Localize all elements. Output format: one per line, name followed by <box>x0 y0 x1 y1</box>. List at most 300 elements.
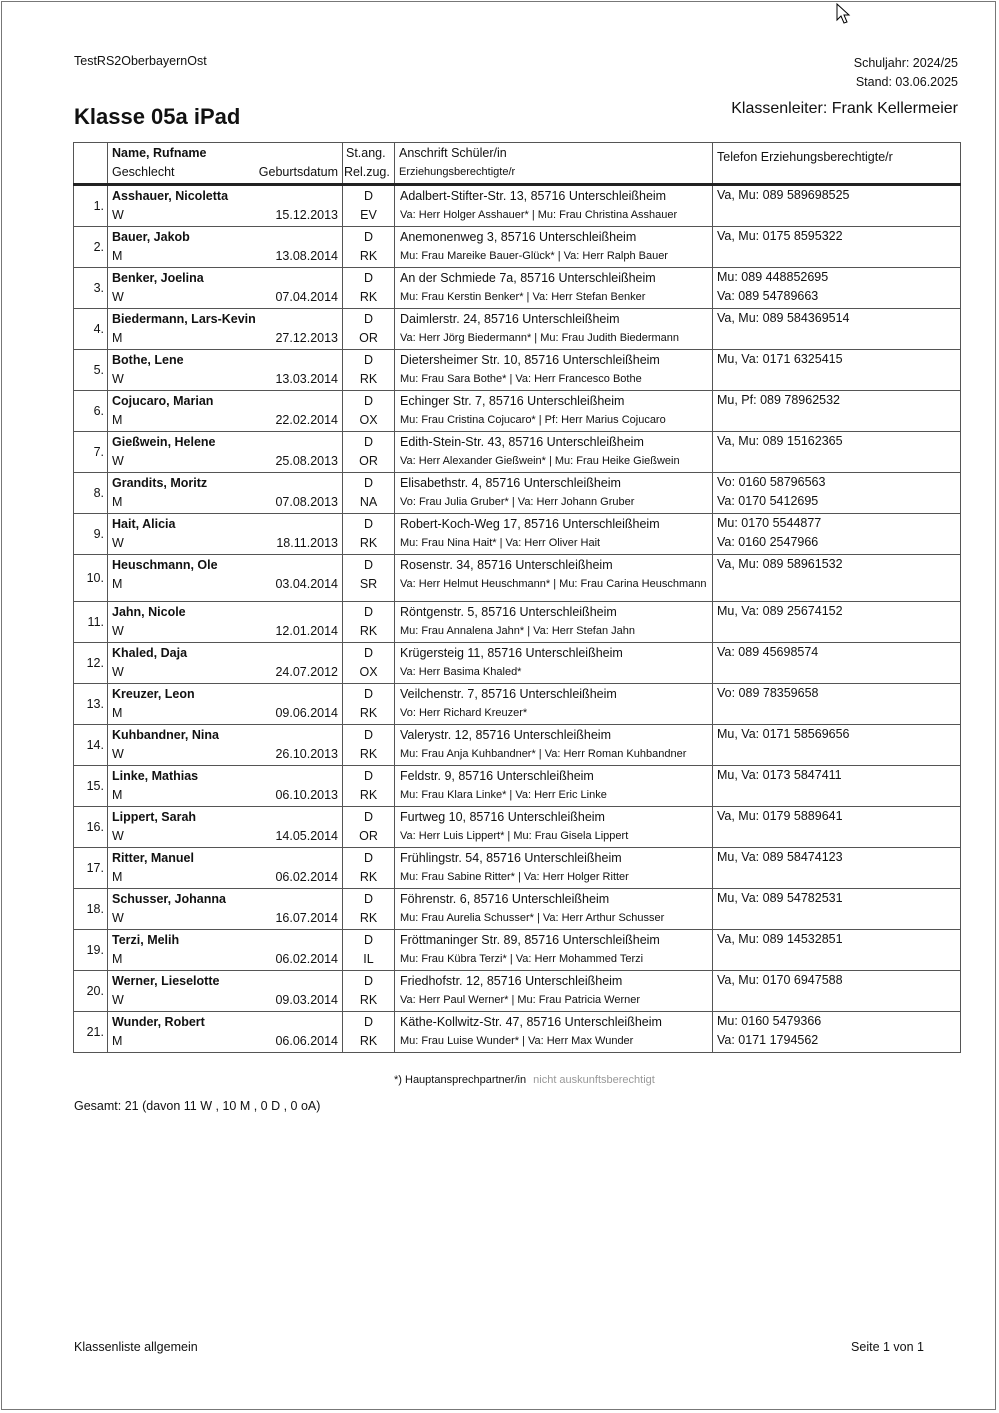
address-cell <box>395 1012 713 1053</box>
guardians: Mu: Frau Sara Bothe* | Va: Herr Francesco Bothe <box>400 373 642 385</box>
student-cell <box>108 848 343 889</box>
student-gender: M <box>112 870 123 884</box>
student-cell <box>108 889 343 930</box>
guardians: Mu: Frau Anja Kuhbandner* | Va: Herr Roman Kuhbandner <box>400 748 687 760</box>
student-birthdate: 22.02.2014 <box>275 413 338 427</box>
student-religion: RK <box>359 747 378 761</box>
student-cell <box>108 930 343 971</box>
nat-rel-cell <box>343 514 395 555</box>
student-birthdate: 07.04.2014 <box>275 290 338 304</box>
student-gender: W <box>112 993 124 1007</box>
row-number: 5. <box>74 350 108 391</box>
phone-secondary: Va: 0171 1794562 <box>717 1033 819 1047</box>
address-cell <box>395 227 713 268</box>
student-nationality: D <box>363 1015 374 1029</box>
header-nationality-religion: St.ang. Rel.zug. <box>343 143 395 185</box>
student-birthdate: 24.07.2012 <box>275 665 338 679</box>
student-nationality: D <box>363 435 374 449</box>
student-gender: M <box>112 952 123 966</box>
student-gender: W <box>112 665 124 679</box>
student-religion: RK <box>359 372 378 386</box>
student-birthdate: 15.12.2013 <box>275 208 338 222</box>
class-list-table <box>73 142 961 1053</box>
guardians: Va: Herr Paul Werner* | Mu: Frau Patricia Werner <box>400 994 641 1006</box>
phone-cell <box>713 1012 961 1053</box>
page-title: Klasse 05a iPad <box>74 104 241 129</box>
header-gender: Geschlecht <box>112 165 175 179</box>
row-number: 3. <box>74 268 108 309</box>
phone-cell <box>713 514 961 555</box>
nat-rel-cell <box>343 807 395 848</box>
student-name: Heuschmann, Ole <box>112 558 218 572</box>
table-row <box>74 391 961 432</box>
student-name: Asshauer, Nicoletta <box>112 189 229 203</box>
address-cell <box>395 350 713 391</box>
student-nationality: D <box>363 974 374 988</box>
phone-primary: Mu, Pf: 089 78962532 <box>717 393 841 407</box>
nat-rel-cell <box>343 227 395 268</box>
nat-rel-cell <box>343 848 395 889</box>
student-gender: W <box>112 829 124 843</box>
nat-rel-cell <box>343 555 395 602</box>
student-name: Terzi, Melih <box>112 933 180 947</box>
table-row <box>74 602 961 643</box>
student-nationality: D <box>363 851 374 865</box>
student-name: Khaled, Daja <box>112 646 188 660</box>
student-nationality: D <box>363 687 374 701</box>
student-cell <box>108 971 343 1012</box>
student-name: Cojucaro, Marian <box>112 394 214 408</box>
phone-cell <box>713 848 961 889</box>
phone-primary: Va, Mu: 089 15162365 <box>717 434 843 448</box>
student-address: Feldstr. 9, 85716 Unterschleißheim <box>400 769 594 783</box>
class-teacher: Klassenleiter: Frank Kellermeier <box>731 100 958 117</box>
guardians: Vo: Herr Richard Kreuzer* <box>400 707 528 719</box>
phone-secondary <box>717 574 960 593</box>
student-religion: RK <box>359 911 378 925</box>
student-name: Gießwein, Helene <box>112 435 216 449</box>
phone-secondary: Va: 0160 2547966 <box>717 535 819 549</box>
table-row <box>74 725 961 766</box>
student-cell <box>108 643 343 684</box>
student-nationality: D <box>363 476 374 490</box>
student-nationality: D <box>363 394 374 408</box>
student-name: Lippert, Sarah <box>112 810 197 824</box>
student-religion: OX <box>359 413 378 427</box>
phone-primary: Va, Mu: 0179 5889641 <box>717 809 843 823</box>
student-cell <box>108 473 343 514</box>
student-cell <box>108 766 343 807</box>
student-gender: W <box>112 454 124 468</box>
phone-primary: Mu, Va: 0171 58569656 <box>717 727 850 741</box>
phone-cell <box>713 350 961 391</box>
student-name: Kuhbandner, Nina <box>112 728 219 742</box>
row-number: 13. <box>74 684 108 725</box>
student-address: Rosenstr. 34, 85716 Unterschleißheim <box>400 558 613 572</box>
nat-rel-cell <box>343 391 395 432</box>
student-name: Jahn, Nicole <box>112 605 186 619</box>
student-name: Ritter, Manuel <box>112 851 194 865</box>
address-cell <box>395 602 713 643</box>
student-address: Fröttmaninger Str. 89, 85716 Unterschleißheim <box>400 933 660 947</box>
phone-cell <box>713 971 961 1012</box>
row-number: 10. <box>74 555 108 602</box>
table-row <box>74 766 961 807</box>
address-cell <box>395 555 713 602</box>
student-name: Hait, Alicia <box>112 517 176 531</box>
address-cell <box>395 971 713 1012</box>
phone-secondary <box>717 785 960 804</box>
student-religion: OR <box>359 829 378 843</box>
header-number <box>74 143 108 185</box>
row-number: 2. <box>74 227 108 268</box>
student-birthdate: 14.05.2014 <box>275 829 338 843</box>
phone-primary: Va, Mu: 0170 6947588 <box>717 973 843 987</box>
guardians: Mu: Frau Cristina Cojucaro* | Pf: Herr Marius Cojucaro <box>400 414 666 426</box>
student-nationality: D <box>363 189 374 203</box>
student-religion: RK <box>359 1034 378 1048</box>
phone-secondary <box>717 328 960 347</box>
address-cell <box>395 684 713 725</box>
nat-rel-cell <box>343 309 395 350</box>
address-cell <box>395 185 713 227</box>
phone-primary: Va, Mu: 0175 8595322 <box>717 229 843 243</box>
student-religion: SR <box>359 577 378 591</box>
row-number: 19. <box>74 930 108 971</box>
student-gender: W <box>112 624 124 638</box>
table-header <box>74 143 961 185</box>
phone-primary: Mu, Va: 0173 5847411 <box>717 768 842 782</box>
student-birthdate: 13.03.2014 <box>275 372 338 386</box>
student-nationality: D <box>363 271 374 285</box>
guardians: Mu: Frau Aurelia Schusser* | Va: Herr Arthur Schusser <box>400 912 665 924</box>
footnote-main: *) Hauptansprechpartner/in <box>394 1074 527 1086</box>
address-cell <box>395 725 713 766</box>
student-nationality: D <box>363 353 374 367</box>
nat-rel-cell <box>343 684 395 725</box>
student-cell <box>108 514 343 555</box>
student-birthdate: 03.04.2014 <box>275 577 338 591</box>
student-birthdate: 16.07.2014 <box>275 911 338 925</box>
student-gender: W <box>112 911 124 925</box>
address-cell <box>395 930 713 971</box>
phone-secondary <box>717 908 960 927</box>
phone-secondary <box>717 205 960 224</box>
phone-secondary <box>717 826 960 845</box>
phone-cell <box>713 643 961 684</box>
student-name: Bauer, Jakob <box>112 230 190 244</box>
student-address: Furtweg 10, 85716 Unterschleißheim <box>400 810 605 824</box>
row-number: 11. <box>74 602 108 643</box>
student-address: Krügersteig 11, 85716 Unterschleißheim <box>400 646 623 660</box>
phone-secondary <box>717 451 960 470</box>
table-row <box>74 350 961 391</box>
school-name: TestRS2OberbayernOst <box>74 54 207 68</box>
phone-secondary <box>717 410 960 429</box>
address-cell <box>395 309 713 350</box>
phone-primary: Mu: 0170 5544877 <box>717 516 822 530</box>
mouse-pointer-icon <box>836 3 852 25</box>
student-cell <box>108 432 343 473</box>
footnote-grey: nicht auskunftsberechtigt <box>533 1074 655 1086</box>
phone-cell <box>713 432 961 473</box>
nat-rel-cell <box>343 185 395 227</box>
student-cell <box>108 227 343 268</box>
student-name: Benker, Joelina <box>112 271 204 285</box>
nat-rel-cell <box>343 1012 395 1053</box>
table-row <box>74 473 961 514</box>
phone-secondary <box>717 369 960 388</box>
phone-primary: Mu: 0160 5479366 <box>717 1014 822 1028</box>
student-cell <box>108 391 343 432</box>
student-religion: RK <box>359 870 378 884</box>
phone-secondary <box>717 246 960 265</box>
student-address: Edith-Stein-Str. 43, 85716 Unterschleißheim <box>400 435 644 449</box>
student-nationality: D <box>363 810 374 824</box>
header-birthdate: Geburtsdatum <box>258 165 338 179</box>
row-number: 12. <box>74 643 108 684</box>
guardians: Vo: Frau Julia Gruber* | Va: Herr Johann Gruber <box>400 496 635 508</box>
table-row <box>74 227 961 268</box>
address-cell <box>395 766 713 807</box>
student-address: An der Schmiede 7a, 85716 Unterschleißheim <box>400 271 656 285</box>
table-row <box>74 971 961 1012</box>
guardians: Mu: Frau Luise Wunder* | Va: Herr Max Wunder <box>400 1035 634 1047</box>
student-cell <box>108 185 343 227</box>
table-row <box>74 309 961 350</box>
student-address: Veilchenstr. 7, 85716 Unterschleißheim <box>400 687 617 701</box>
student-name: Linke, Mathias <box>112 769 199 783</box>
header-name: Name, Rufname Geschlecht Geburtsdatum <box>108 143 343 185</box>
student-birthdate: 12.01.2014 <box>275 624 338 638</box>
student-gender: M <box>112 577 123 591</box>
nat-rel-cell <box>343 725 395 766</box>
student-address: Echinger Str. 7, 85716 Unterschleißheim <box>400 394 625 408</box>
student-name: Schusser, Johanna <box>112 892 226 906</box>
guardians: Mu: Frau Mareike Bauer-Glück* | Va: Herr Ralph Bauer <box>400 250 668 262</box>
nat-rel-cell <box>343 432 395 473</box>
student-address: Elisabethstr. 4, 85716 Unterschleißheim <box>400 476 621 490</box>
header-phone: Telefon Erziehungsberechtigte/r <box>713 143 961 185</box>
student-address: Frühlingstr. 54, 85716 Unterschleißheim <box>400 851 622 865</box>
student-cell <box>108 725 343 766</box>
student-address: Adalbert-Stifter-Str. 13, 85716 Unterschleißheim <box>400 189 667 203</box>
guardians: Va: Herr Alexander Gießwein* | Mu: Frau Heike Gießwein <box>400 455 680 467</box>
address-cell <box>395 473 713 514</box>
phone-primary: Va, Mu: 089 589698525 <box>717 188 850 202</box>
student-gender: M <box>112 1034 123 1048</box>
student-name: Biedermann, Lars-Kevin <box>112 312 256 326</box>
student-gender: W <box>112 372 124 386</box>
row-number: 4. <box>74 309 108 350</box>
row-number: 18. <box>74 889 108 930</box>
guardians: Va: Herr Basima Khaled* <box>400 666 522 678</box>
table-row <box>74 1012 961 1053</box>
phone-primary: Mu: 089 448852695 <box>717 270 829 284</box>
phone-secondary <box>717 867 960 886</box>
student-nationality: D <box>363 728 374 742</box>
address-cell <box>395 391 713 432</box>
phone-cell <box>713 268 961 309</box>
nat-rel-cell <box>343 930 395 971</box>
address-cell <box>395 848 713 889</box>
student-cell <box>108 684 343 725</box>
student-name: Kreuzer, Leon <box>112 687 195 701</box>
student-religion: RK <box>359 788 378 802</box>
row-number: 21. <box>74 1012 108 1053</box>
student-name: Grandits, Moritz <box>112 476 208 490</box>
student-address: Friedhofstr. 12, 85716 Unterschleißheim <box>400 974 623 988</box>
row-number: 14. <box>74 725 108 766</box>
phone-cell <box>713 930 961 971</box>
student-cell <box>108 555 343 602</box>
table-row <box>74 432 961 473</box>
student-religion: OX <box>359 665 378 679</box>
guardians: Mu: Frau Klara Linke* | Va: Herr Eric Linke <box>400 789 607 801</box>
student-name: Werner, Lieselotte <box>112 974 220 988</box>
guardians: Va: Herr Luis Lippert* | Mu: Frau Gisela Lippert <box>400 830 629 842</box>
guardians: Mu: Frau Kerstin Benker* | Va: Herr Stefan Benker <box>400 291 646 303</box>
phone-cell <box>713 725 961 766</box>
student-nationality: D <box>363 646 374 660</box>
student-birthdate: 26.10.2013 <box>275 747 338 761</box>
student-gender: M <box>112 249 123 263</box>
table-row <box>74 268 961 309</box>
student-birthdate: 06.02.2014 <box>275 870 338 884</box>
student-gender: M <box>112 331 123 345</box>
student-gender: M <box>112 495 123 509</box>
row-number: 15. <box>74 766 108 807</box>
student-nationality: D <box>363 517 374 531</box>
student-gender: M <box>112 413 123 427</box>
phone-secondary <box>717 662 960 681</box>
phone-primary: Va, Mu: 089 14532851 <box>717 932 843 946</box>
table-row <box>74 889 961 930</box>
table-row <box>74 643 961 684</box>
phone-cell <box>713 227 961 268</box>
student-birthdate: 06.02.2014 <box>275 952 338 966</box>
table-row <box>74 185 961 227</box>
phone-primary: Mu, Va: 089 25674152 <box>717 604 843 618</box>
student-address: Valerystr. 12, 85716 Unterschleißheim <box>400 728 611 742</box>
student-birthdate: 07.08.2013 <box>275 495 338 509</box>
row-number: 6. <box>74 391 108 432</box>
guardians: Va: Herr Jörg Biedermann* | Mu: Frau Judith Biedermann <box>400 332 680 344</box>
phone-secondary <box>717 703 960 722</box>
phone-cell <box>713 555 961 602</box>
phone-primary: Va, Mu: 089 584369514 <box>717 311 850 325</box>
student-religion: IL <box>363 952 374 966</box>
guardians: Mu: Frau Sabine Ritter* | Va: Herr Holger Ritter <box>400 871 629 883</box>
nat-rel-cell <box>343 643 395 684</box>
phone-primary: Mu, Va: 0171 6325415 <box>717 352 843 366</box>
student-birthdate: 13.08.2014 <box>275 249 338 263</box>
nat-rel-cell <box>343 473 395 514</box>
phone-primary: Va, Mu: 089 58961532 <box>717 557 843 571</box>
header-address: Anschrift Schüler/in Erziehungsberechtigte/r <box>395 143 713 185</box>
phone-cell <box>713 602 961 643</box>
phone-cell <box>713 185 961 227</box>
student-nationality: D <box>363 892 374 906</box>
student-nationality: D <box>363 769 374 783</box>
student-religion: RK <box>359 536 378 550</box>
student-name: Bothe, Lene <box>112 353 184 367</box>
nat-rel-cell <box>343 268 395 309</box>
student-gender: M <box>112 706 123 720</box>
student-religion: RK <box>359 993 378 1007</box>
student-nationality: D <box>363 312 374 326</box>
student-nationality: D <box>363 933 374 947</box>
student-birthdate: 25.08.2013 <box>275 454 338 468</box>
student-religion: NA <box>359 495 378 509</box>
student-address: Föhrenstr. 6, 85716 Unterschleißheim <box>400 892 610 906</box>
student-name: Wunder, Robert <box>112 1015 205 1029</box>
guardians: Mu: Frau Kübra Terzi* | Va: Herr Mohammed Terzi <box>400 953 644 965</box>
student-cell <box>108 309 343 350</box>
phone-secondary <box>717 949 960 968</box>
student-address: Röntgenstr. 5, 85716 Unterschleißheim <box>400 605 617 619</box>
phone-cell <box>713 684 961 725</box>
guardians: Mu: Frau Nina Hait* | Va: Herr Oliver Hait <box>400 537 601 549</box>
student-gender: W <box>112 747 124 761</box>
student-address: Käthe-Kollwitz-Str. 47, 85716 Unterschleißheim <box>400 1015 662 1029</box>
table-row <box>74 684 961 725</box>
row-number: 17. <box>74 848 108 889</box>
student-gender: W <box>112 208 124 222</box>
student-nationality: D <box>363 558 374 572</box>
guardians: Mu: Frau Annalena Jahn* | Va: Herr Stefan Jahn <box>400 625 636 637</box>
student-address: Daimlerstr. 24, 85716 Unterschleißheim <box>400 312 620 326</box>
student-religion: EV <box>360 208 377 222</box>
student-religion: RK <box>359 706 378 720</box>
student-gender: W <box>112 290 124 304</box>
student-religion: OR <box>359 454 378 468</box>
address-cell <box>395 432 713 473</box>
address-cell <box>395 268 713 309</box>
table-row <box>74 930 961 971</box>
document-meta <box>854 54 958 92</box>
phone-cell <box>713 766 961 807</box>
phone-secondary <box>717 744 960 763</box>
student-religion: RK <box>359 624 378 638</box>
school-year: Schuljahr: 2024/25 <box>853 56 958 70</box>
student-birthdate: 09.03.2014 <box>275 993 338 1007</box>
table-row <box>74 555 961 602</box>
nat-rel-cell <box>343 602 395 643</box>
phone-primary: Mu, Va: 089 54782531 <box>717 891 843 905</box>
address-cell <box>395 807 713 848</box>
phone-secondary: Va: 0170 5412695 <box>717 494 819 508</box>
phone-cell <box>713 309 961 350</box>
row-number: 16. <box>74 807 108 848</box>
table-row <box>74 514 961 555</box>
student-cell <box>108 268 343 309</box>
student-birthdate: 27.12.2013 <box>275 331 338 345</box>
phone-primary: Vo: 0160 58796563 <box>717 475 826 489</box>
nat-rel-cell <box>343 766 395 807</box>
row-number: 20. <box>74 971 108 1012</box>
student-nationality: D <box>363 230 374 244</box>
student-cell <box>108 350 343 391</box>
page-number: Seite 1 von 1 <box>851 1340 924 1354</box>
address-cell <box>395 514 713 555</box>
student-religion: OR <box>359 331 378 345</box>
phone-secondary: Va: 089 54789663 <box>717 289 819 303</box>
student-birthdate: 09.06.2014 <box>275 706 338 720</box>
phone-cell <box>713 807 961 848</box>
student-cell <box>108 807 343 848</box>
student-address: Robert-Koch-Weg 17, 85716 Unterschleißheim <box>400 517 660 531</box>
